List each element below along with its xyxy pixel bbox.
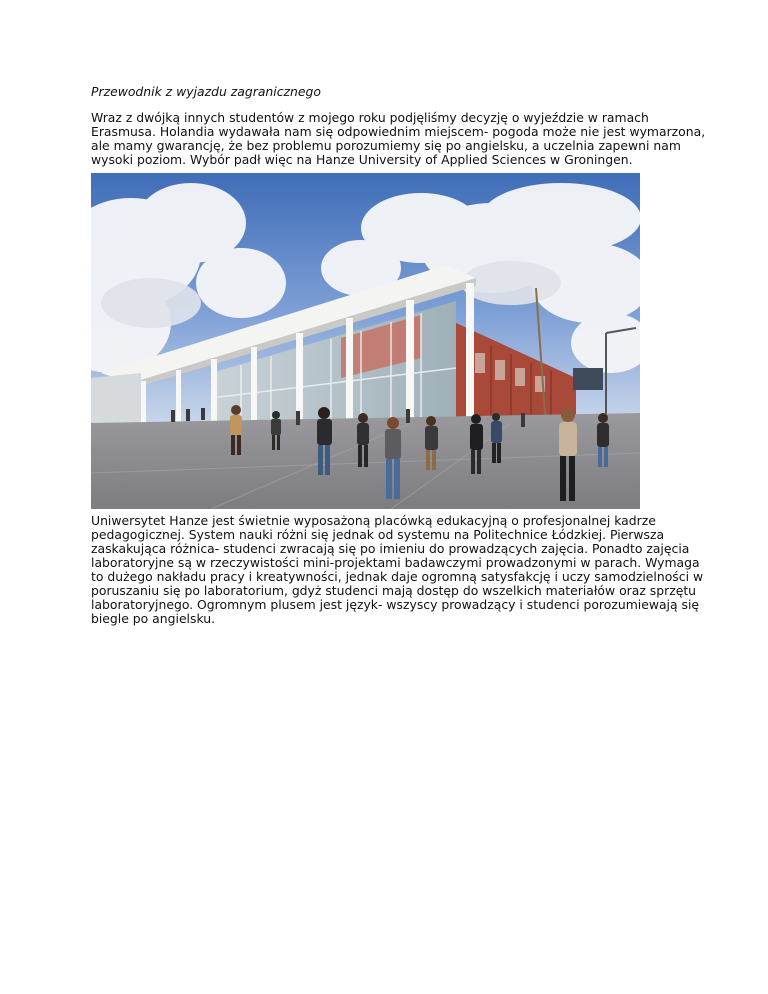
intro-line: ale mamy gwarancję, że bez problemu porozumiemy się po angielsku, a uczelnia zapewni nam	[91, 138, 681, 153]
intro-line: Wraz z dwójką innych studentów z mojego roku podjęliśmy decyzję o wyjeździe w ramach	[91, 110, 649, 125]
body-line: to dużego nakładu pracy i kreatywności, jednak daje ogromną satysfakcję i uczy samodzielności w	[91, 569, 704, 584]
document-heading: Przewodnik z wyjazdu zagranicznego	[91, 84, 321, 99]
university-building-photo	[91, 173, 640, 509]
body-line: zaskakująca różnica- studenci zwracają się po imieniu do prowadzących zajęcia. Ponadto zajęcia	[91, 541, 690, 556]
intro-paragraph	[91, 111, 705, 167]
intro-line: Erasmusa. Holandia wydawała nam się odpowiednim miejscem- pogoda może nie jest wymarzona,	[91, 124, 706, 139]
body-line: biegle po angielsku.	[91, 611, 216, 626]
body-line: pedagogicznej. System nauki różni się jednak od systemu na Politechnice Łódzkiej. Pierwsza	[91, 527, 665, 542]
body-line: laboratoryjne są w rzeczywistości mini-projektami badawczymi prowadzonymi w parach. Wymaga	[91, 555, 700, 570]
intro-line: wysoki poziom. Wybór padł więc na Hanze University of Applied Sciences w Groningen.	[91, 152, 633, 167]
body-line: poruszaniu się po laboratorium, gdyż studenci mają dostęp do wszelkich materiałów oraz sprzętu	[91, 583, 697, 598]
body-line: laboratoryjnego. Ogromnym plusem jest język- wszyscy prowadzący i studenci porozumiewają się	[91, 597, 700, 612]
body-line: Uniwersytet Hanze jest świetnie wyposażoną placówką edukacyjną o profesjonalnej kadrze	[91, 513, 656, 528]
body-paragraph	[91, 514, 703, 626]
